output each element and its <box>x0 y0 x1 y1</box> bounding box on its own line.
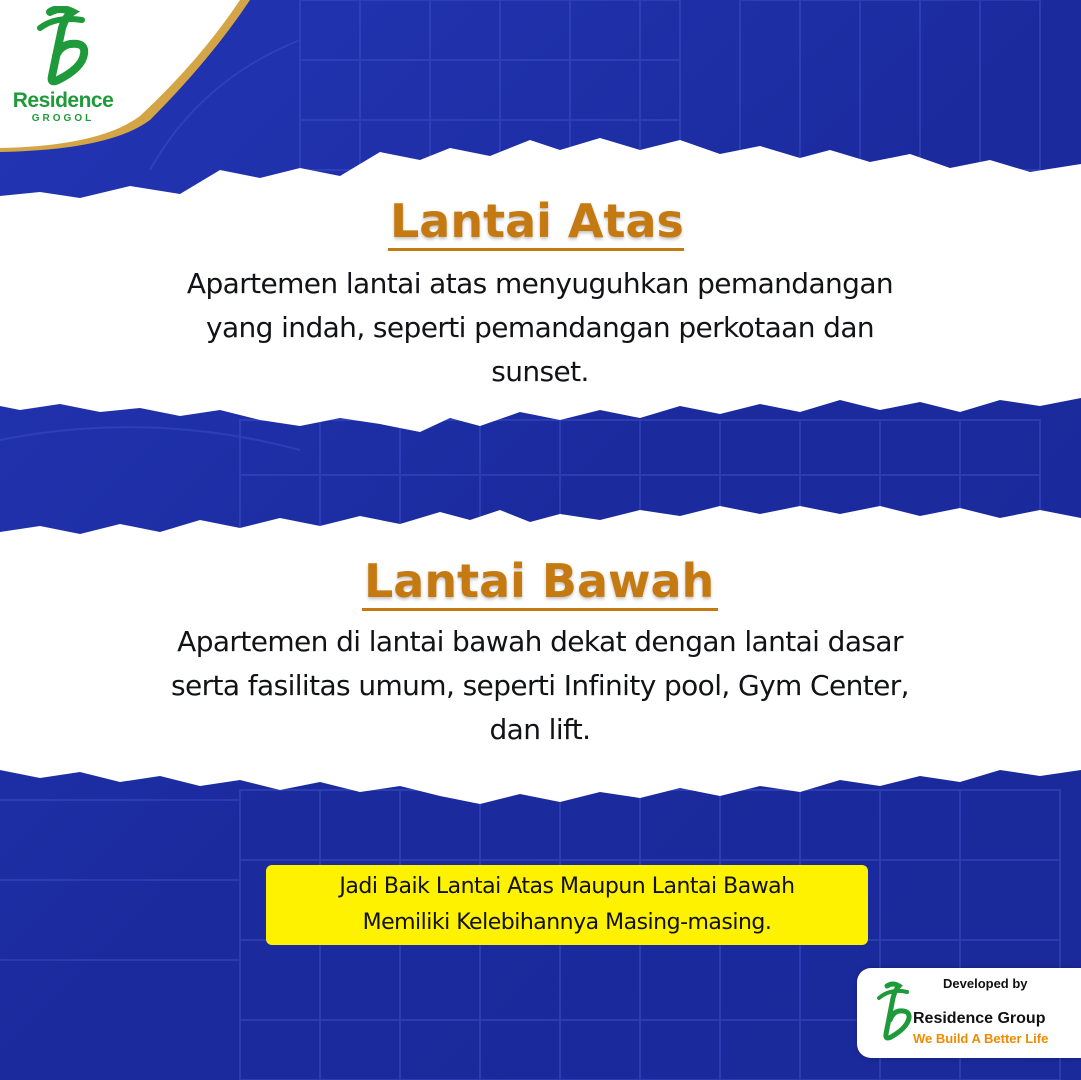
brand-name: Residence <box>12 89 114 112</box>
section-title-lower-floor: Lantai Bawah <box>364 554 715 608</box>
callout-line: Jadi Baik Lantai Atas Maupun Lantai Bawah <box>339 874 795 899</box>
brand-b-icon <box>22 6 102 88</box>
developer-name: Residence Group <box>913 1010 1046 1027</box>
developer-b-icon <box>869 980 919 1046</box>
developer-badge[interactable] <box>857 968 1081 1058</box>
developed-by-label: Developed by <box>943 976 1028 991</box>
developer-tagline: We Build A Better Life <box>913 1031 1049 1046</box>
callout-line: Memiliki Kelebihannya Masing-masing. <box>362 910 772 935</box>
brand-location: GROGOL <box>31 113 95 124</box>
title-underline <box>388 248 684 251</box>
section-title-upper-floor: Lantai Atas <box>390 194 684 248</box>
conclusion-callout <box>266 865 868 945</box>
brand-logo[interactable] <box>0 0 126 128</box>
title-underline <box>362 608 718 611</box>
section-body-upper-floor: Apartemen lantai atas menyuguhkan pemandangan yang indah, seperti pemandangan perkotaan dan sunset. <box>186 267 894 388</box>
section-body-lower-floor: Apartemen di lantai bawah dekat dengan lantai dasar serta fasilitas umum, seperti Infinity pool, Gym Center, dan lift. <box>171 625 909 746</box>
